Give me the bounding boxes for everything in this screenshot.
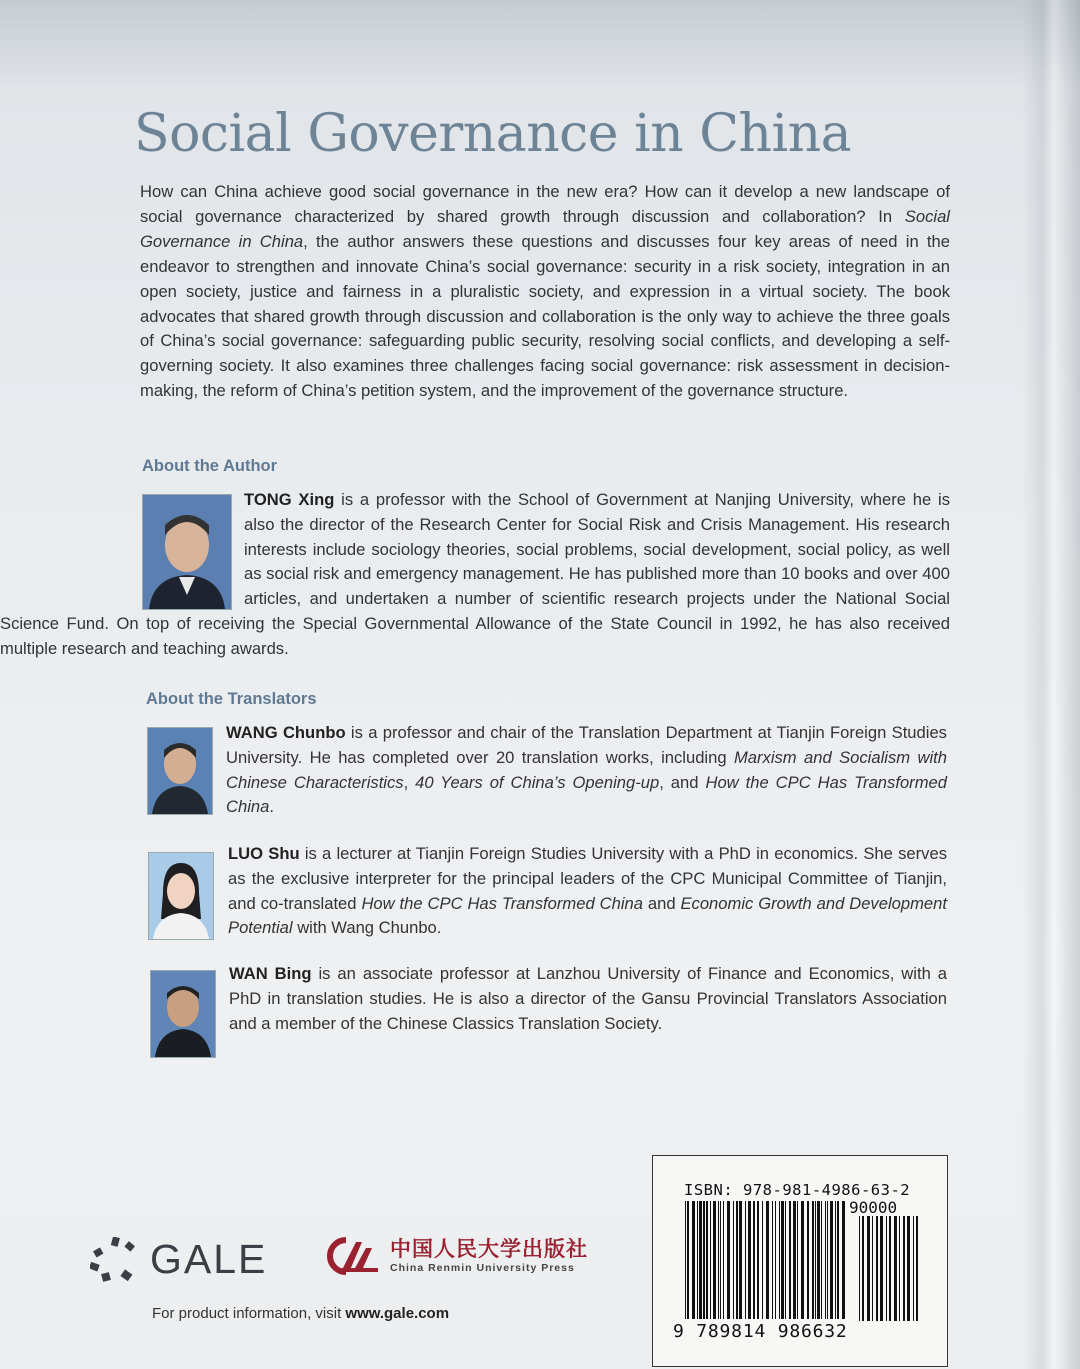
ean-digits: 9 789814 986632 <box>673 1321 848 1342</box>
product-info-line: For product information, visit www.gale.com <box>152 1305 450 1322</box>
spine-edge <box>1022 0 1080 1369</box>
renmin-press-logo <box>316 1236 588 1276</box>
gale-wordmark: GALE <box>150 1236 268 1282</box>
about-author-heading: About the Author <box>142 457 278 475</box>
translator-bio-luo: LUO Shu is a lecturer at Tianjin Foreign Studies University with a PhD in economics. She serves as the exclusive interpreter for the principal leaders of the CPC Municipal Committee of Tianjin, and co-translated How the CPC Has Transformed China and Economic Growth and Development Potential with Wang Chunbo. <box>228 844 947 938</box>
translator-bio-wang: WANG Chunbo is a professor and chair of the Translation Department at Tianjin Foreign Studies University. He has completed over 20 translation works, including Marxism and Socialism with Chinese Characteristics, 40 Years of China’s Opening-up, and How the CPC Has Transformed China. <box>226 723 947 817</box>
price-code: 90000 <box>849 1198 898 1217</box>
ean-barcode <box>683 1201 923 1321</box>
top-shadow <box>0 0 1080 90</box>
gale-logo <box>90 1236 267 1283</box>
author-bio: TONG Xing is a professor with the School of Government at Nanjing University, where he is also the director of the Research Center for Social Risk and Crisis Management. His research interests include sociology theories, social problems, social development, social policy, as well as social risk and emergency management. He has published more than 10 books and over 400 articles, and undertaken a number of scientific research projects under the National Social Science Fund. On top of receiving the Special Governmental Allowance of the State Council in 1992, he has also received multiple research and teaching awards. <box>0 490 950 658</box>
translator-bio-wan: WAN Bing is an associate professor at Lanzhou University of Finance and Economics, with a PhD in translation studies. He is also a director of the Gansu Provincial Translators Association and a member of the Chinese Classics Translation Society. <box>229 964 947 1033</box>
renmin-press-emblem-icon <box>316 1236 382 1276</box>
book-description: How can China achieve good social governance in the new era? How can it develop a new landscape of social governance characterized by shared growth through discussion and collaboration? In Social Governance in China, the author answers these questions and discusses four key areas of need in the endeavor to strengthen and innovate China’s social governance: security in a risk society, integration in an open society, justice and fairness in a pluralistic society, and expression in a virtual society. The book advocates that shared growth through discussion and collaboration is the only way to achieve the three goals of China’s social governance: safeguarding public security, resolving social conflicts, and developing a self-governing society. It also examines three challenges facing social governance: risk assessment in decision-making, the reform of China’s petition system, and the improvement of the governance structure. <box>140 182 950 401</box>
translator-photo-wang <box>147 727 213 815</box>
gale-website-link[interactable]: www.gale.com <box>345 1305 450 1322</box>
press-name-chinese: 中国人民大学出版社 <box>390 1237 588 1261</box>
about-translators-heading: About the Translators <box>146 690 317 708</box>
isbn-text: ISBN: 978-981-4986-63-2 <box>684 1181 911 1199</box>
isbn-barcode-label <box>652 1155 948 1367</box>
press-name-english: China Renmin University Press <box>390 1262 575 1274</box>
translator-photo-luo <box>148 852 214 940</box>
gale-mark-icon <box>90 1237 142 1283</box>
book-title: Social Governance in China <box>134 104 852 164</box>
translator-photo-wan <box>150 970 216 1058</box>
